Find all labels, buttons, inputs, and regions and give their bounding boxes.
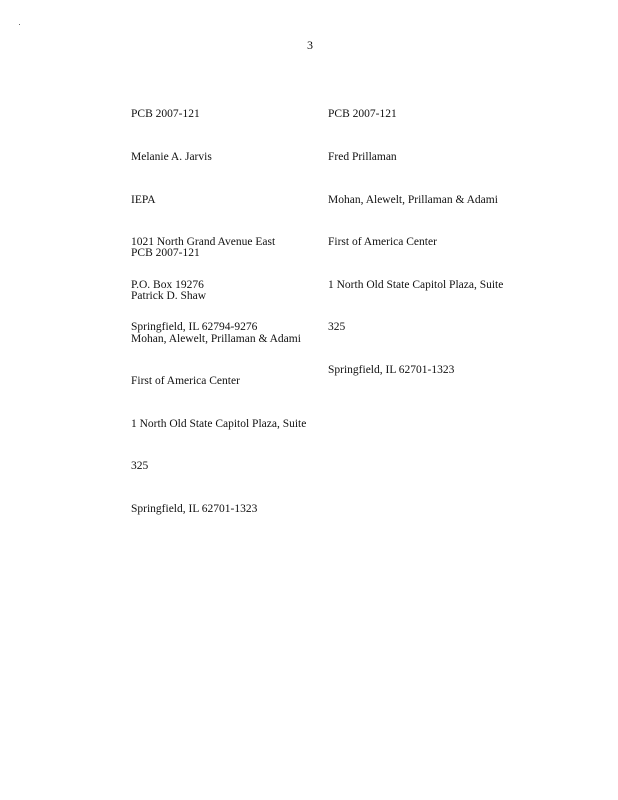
recipient-name: Fred Prillaman bbox=[328, 151, 397, 163]
case-number: PCB 2007-121 bbox=[328, 108, 397, 121]
recipient-name: Melanie A. Jarvis bbox=[131, 151, 212, 163]
organization: IEPA bbox=[131, 193, 156, 206]
building-name: First of America Center bbox=[131, 375, 240, 388]
city-state-zip: Springfield, IL 62701-1323 bbox=[328, 363, 455, 376]
suite-number: 325 bbox=[131, 460, 149, 473]
street-address: 1021 North Grand Avenue East bbox=[131, 236, 276, 249]
law-firm: Mohan, Alewelt, Prillaman & Adami bbox=[328, 193, 498, 206]
law-firm: Mohan, Alewelt, Prillaman & Adami bbox=[131, 332, 301, 345]
street-address: 1 North Old State Capitol Plaza, Suite bbox=[131, 417, 307, 430]
service-address-block-shaw bbox=[131, 218, 331, 545]
street-address: 1 North Old State Capitol Plaza, Suite bbox=[328, 278, 504, 291]
city-state-zip: Springfield, IL 62701-1323 bbox=[131, 502, 258, 515]
case-number: PCB 2007-121 bbox=[131, 247, 200, 260]
service-address-block-prillaman bbox=[328, 79, 528, 406]
building-name: First of America Center bbox=[328, 236, 437, 249]
case-number: PCB 2007-121 bbox=[131, 108, 200, 121]
po-box: P.O. Box 19276 bbox=[131, 278, 204, 291]
recipient-name: Patrick D. Shaw bbox=[131, 290, 207, 302]
scan-speck bbox=[19, 24, 20, 25]
city-state-zip: Springfield, IL 62794-9276 bbox=[131, 321, 258, 334]
page-number: 3 bbox=[307, 38, 313, 52]
suite-number: 325 bbox=[328, 321, 346, 334]
